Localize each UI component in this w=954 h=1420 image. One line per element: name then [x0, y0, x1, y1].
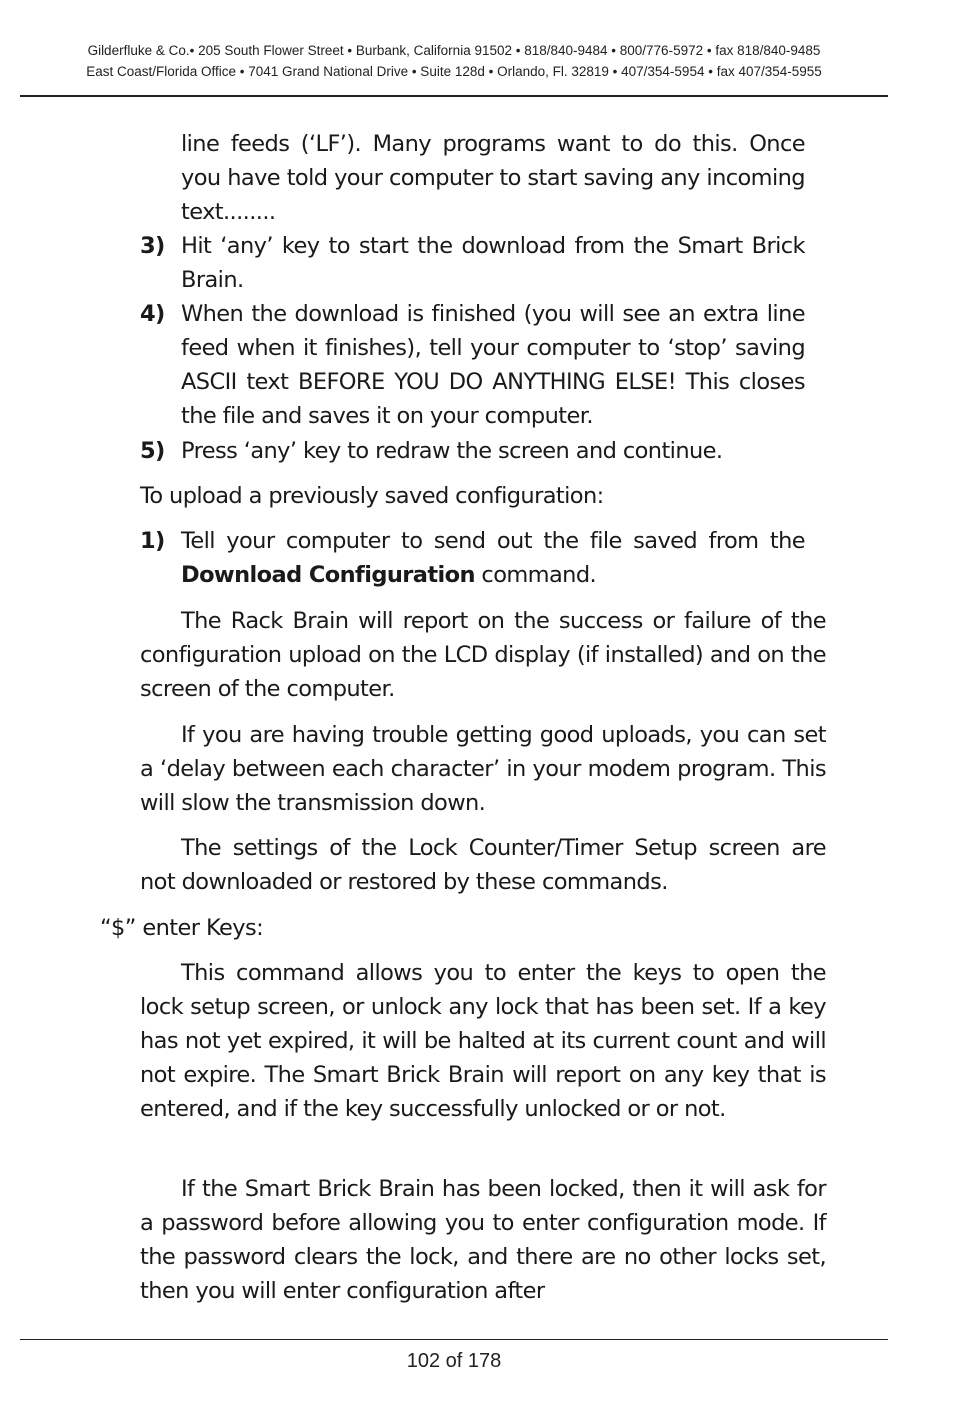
list-item	[140, 434, 805, 468]
step-text-before: Tell your computer to send out the file saved from the	[181, 528, 805, 554]
list-item	[140, 297, 805, 433]
header-rule	[20, 95, 888, 97]
header-east-coast-line: East Coast/Florida Office • 7041 Grand National Drive • Suite 128d • Orlando, Fl. 32819 • 407/354-5954 • fax 407/354-5955	[86, 64, 822, 79]
paragraph-upload-trouble: If you are having trouble getting good uploads, you can set a ‘delay between each character’ in your modem program. This will slow the transmission down.	[140, 722, 826, 816]
list-item	[140, 524, 805, 592]
step-text: Hit ‘any’ key to start the download from the Smart Brick Brain.	[181, 233, 805, 293]
paragraph-locked: If the Smart Brick Brain has been locked, then it will ask for a password before allowing you to enter configuration mode. If the password clears the lock, and there are no other locks set, then you will enter configuration after	[140, 1176, 826, 1304]
page-header	[20, 40, 888, 82]
step-text: When the download is finished (you will see an extra line feed when it finishes), tell your computer to ‘stop’ saving ASCII text BEFORE YOU DO ANYTHING ELSE! This closes the file and saves it on your computer.	[181, 301, 805, 429]
header-address-line: Gilderfluke & Co.• 205 South Flower Street • Burbank, California 91502 • 818/840-9484 • 800/776-5972 • fax 818/840-9485	[87, 43, 821, 58]
step-number: 5)	[140, 438, 165, 464]
section-heading: “$” enter Keys:	[100, 915, 264, 941]
command-name: Download Configuration	[181, 562, 475, 588]
paragraph-rack-brain: The Rack Brain will report on the success or failure of the configuration upload on the LCD display (if installed) and on the screen of the computer.	[140, 608, 826, 702]
step-number: 3)	[140, 233, 165, 259]
step-text-after: command.	[474, 562, 597, 588]
paragraph-enter-keys: This command allows you to enter the keys to open the lock setup screen, or unlock any lock that has been set. If a key has not yet expired, it will be halted at its current count and will not expire. The Smart Brick Brain will report on any key that is entered, and if the key successfully unlocked or or not.	[140, 960, 826, 1122]
continued-text: line feeds (‘LF’). Many programs want to do this. Once you have told your computer to start saving any incoming text........	[181, 131, 805, 225]
footer-rule	[20, 1339, 888, 1340]
step-text	[181, 524, 805, 592]
step-text: Press ‘any’ key to redraw the screen and continue.	[181, 438, 723, 464]
step-number: 1)	[140, 528, 165, 554]
upload-intro: To upload a previously saved configuration:	[140, 483, 604, 509]
list-item	[140, 229, 805, 297]
page-number: 102 of 178	[406, 1350, 502, 1372]
step-number: 4)	[140, 301, 165, 327]
paragraph-settings: The settings of the Lock Counter/Timer Setup screen are not downloaded or restored by these commands.	[140, 835, 826, 895]
